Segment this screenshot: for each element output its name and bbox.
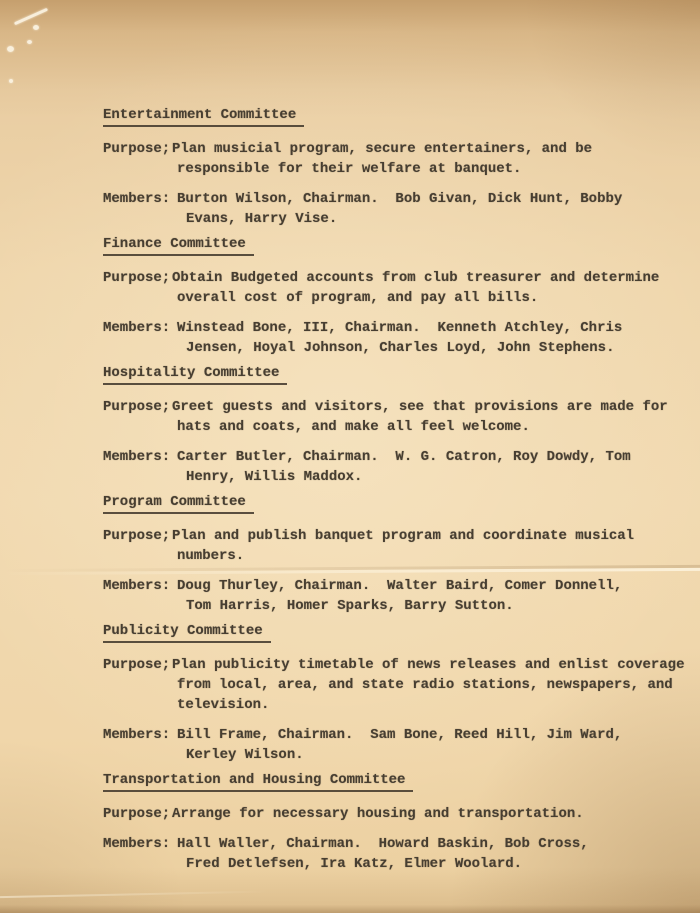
purpose-block <box>103 655 685 715</box>
purpose-label: Purpose; <box>103 528 171 544</box>
members-label: Members: <box>103 320 171 336</box>
purpose-text <box>172 268 670 308</box>
purpose-text <box>172 397 670 437</box>
text-line: overall cost of program, and pay all bills. <box>177 290 539 306</box>
text-line: Kerley Wilson. <box>186 747 304 763</box>
committee-heading-text: Finance Committee <box>103 234 254 256</box>
text-line: from local, area, and state radio stations, newspapers, and <box>177 677 673 693</box>
members-block <box>103 318 670 358</box>
members-label: Members: <box>103 191 171 207</box>
committee-section-entertainment <box>103 105 670 229</box>
members-block <box>103 834 670 874</box>
members-block <box>103 725 670 765</box>
members-block <box>103 576 670 616</box>
members-text <box>177 318 670 358</box>
purpose-block <box>103 526 670 566</box>
text-line: Obtain Budgeted accounts from club treasurer and determine <box>172 270 660 286</box>
paper-speck <box>33 25 39 30</box>
purpose-label: Purpose; <box>103 399 171 415</box>
committee-section-finance <box>103 234 670 358</box>
members-block <box>103 447 670 487</box>
purpose-label: Purpose; <box>103 657 171 673</box>
purpose-label: Purpose; <box>103 270 171 286</box>
purpose-block <box>103 804 670 824</box>
committee-heading-text: Entertainment Committee <box>103 105 304 127</box>
text-line: Greet guests and visitors, see that provisions are made for <box>172 399 668 415</box>
text-line: Fred Detlefsen, Ira Katz, Elmer Woolard. <box>186 856 523 872</box>
committee-heading <box>103 492 670 512</box>
committee-heading <box>103 363 670 383</box>
text-line: Tom Harris, Homer Sparks, Barry Sutton. <box>186 598 514 614</box>
text-line: responsible for their welfare at banquet. <box>177 161 522 177</box>
text-line: television. <box>177 697 270 713</box>
members-text <box>177 447 670 487</box>
purpose-label: Purpose; <box>103 141 171 157</box>
members-text <box>177 725 670 765</box>
committee-heading <box>103 105 670 125</box>
text-line: Plan and publish banquet program and coordinate musical <box>172 528 635 544</box>
members-label: Members: <box>103 578 171 594</box>
members-label: Members: <box>103 727 171 743</box>
purpose-block <box>103 139 670 179</box>
committee-section-program <box>103 492 670 616</box>
committee-heading-text: Transportation and Housing Committee <box>103 770 413 792</box>
text-line: Burton Wilson, Chairman. Bob Givan, Dick Hunt, Bobby <box>177 191 623 207</box>
committee-heading-text: Hospitality Committee <box>103 363 287 385</box>
members-label: Members: <box>103 449 171 465</box>
committee-heading-text: Program Committee <box>103 492 254 514</box>
members-text <box>177 189 670 229</box>
paper-speck <box>9 79 13 83</box>
text-line: Winstead Bone, III, Chairman. Kenneth Atchley, Chris <box>177 320 623 336</box>
paper-scratch <box>14 8 48 25</box>
text-line: Henry, Willis Maddox. <box>186 469 363 485</box>
text-line: Plan publicity timetable of news releases and enlist coverage <box>172 657 685 673</box>
text-line: Evans, Harry Vise. <box>186 211 338 227</box>
committee-heading <box>103 621 670 641</box>
members-text <box>177 834 670 874</box>
text-line: Jensen, Hoyal Johnson, Charles Loyd, John Stephens. <box>186 340 615 356</box>
text-line: Hall Waller, Chairman. Howard Baskin, Bob Cross, <box>177 836 589 852</box>
purpose-text <box>172 139 670 179</box>
text-line: Plan musicial program, secure entertainers, and be <box>172 141 593 157</box>
purpose-text <box>172 804 670 824</box>
purpose-block <box>103 397 670 437</box>
text-line: numbers. <box>177 548 245 564</box>
text-line: Doug Thurley, Chairman. Walter Baird, Comer Donnell, <box>177 578 623 594</box>
purpose-text <box>172 526 670 566</box>
committee-section-transportation-housing <box>103 770 670 874</box>
text-line: Carter Butler, Chairman. W. G. Catron, Roy Dowdy, Tom <box>177 449 631 465</box>
paper-speck <box>27 40 32 44</box>
purpose-block <box>103 268 670 308</box>
text-line: hats and coats, and make all feel welcome. <box>177 419 530 435</box>
text-line: Arrange for necessary housing and transportation. <box>172 806 584 822</box>
members-label: Members: <box>103 836 171 852</box>
purpose-text <box>172 655 684 715</box>
typed-content <box>103 105 685 879</box>
committee-section-hospitality <box>103 363 670 487</box>
fold-crease-faint <box>0 890 300 898</box>
members-block <box>103 189 670 229</box>
committee-heading-text: Publicity Committee <box>103 621 271 643</box>
text-line: Bill Frame, Chairman. Sam Bone, Reed Hill, Jim Ward, <box>177 727 623 743</box>
committee-heading <box>103 770 670 790</box>
committee-section-publicity <box>103 621 685 765</box>
members-text <box>177 576 670 616</box>
committee-heading <box>103 234 670 254</box>
purpose-label: Purpose; <box>103 806 171 822</box>
paper-speck <box>7 46 14 52</box>
